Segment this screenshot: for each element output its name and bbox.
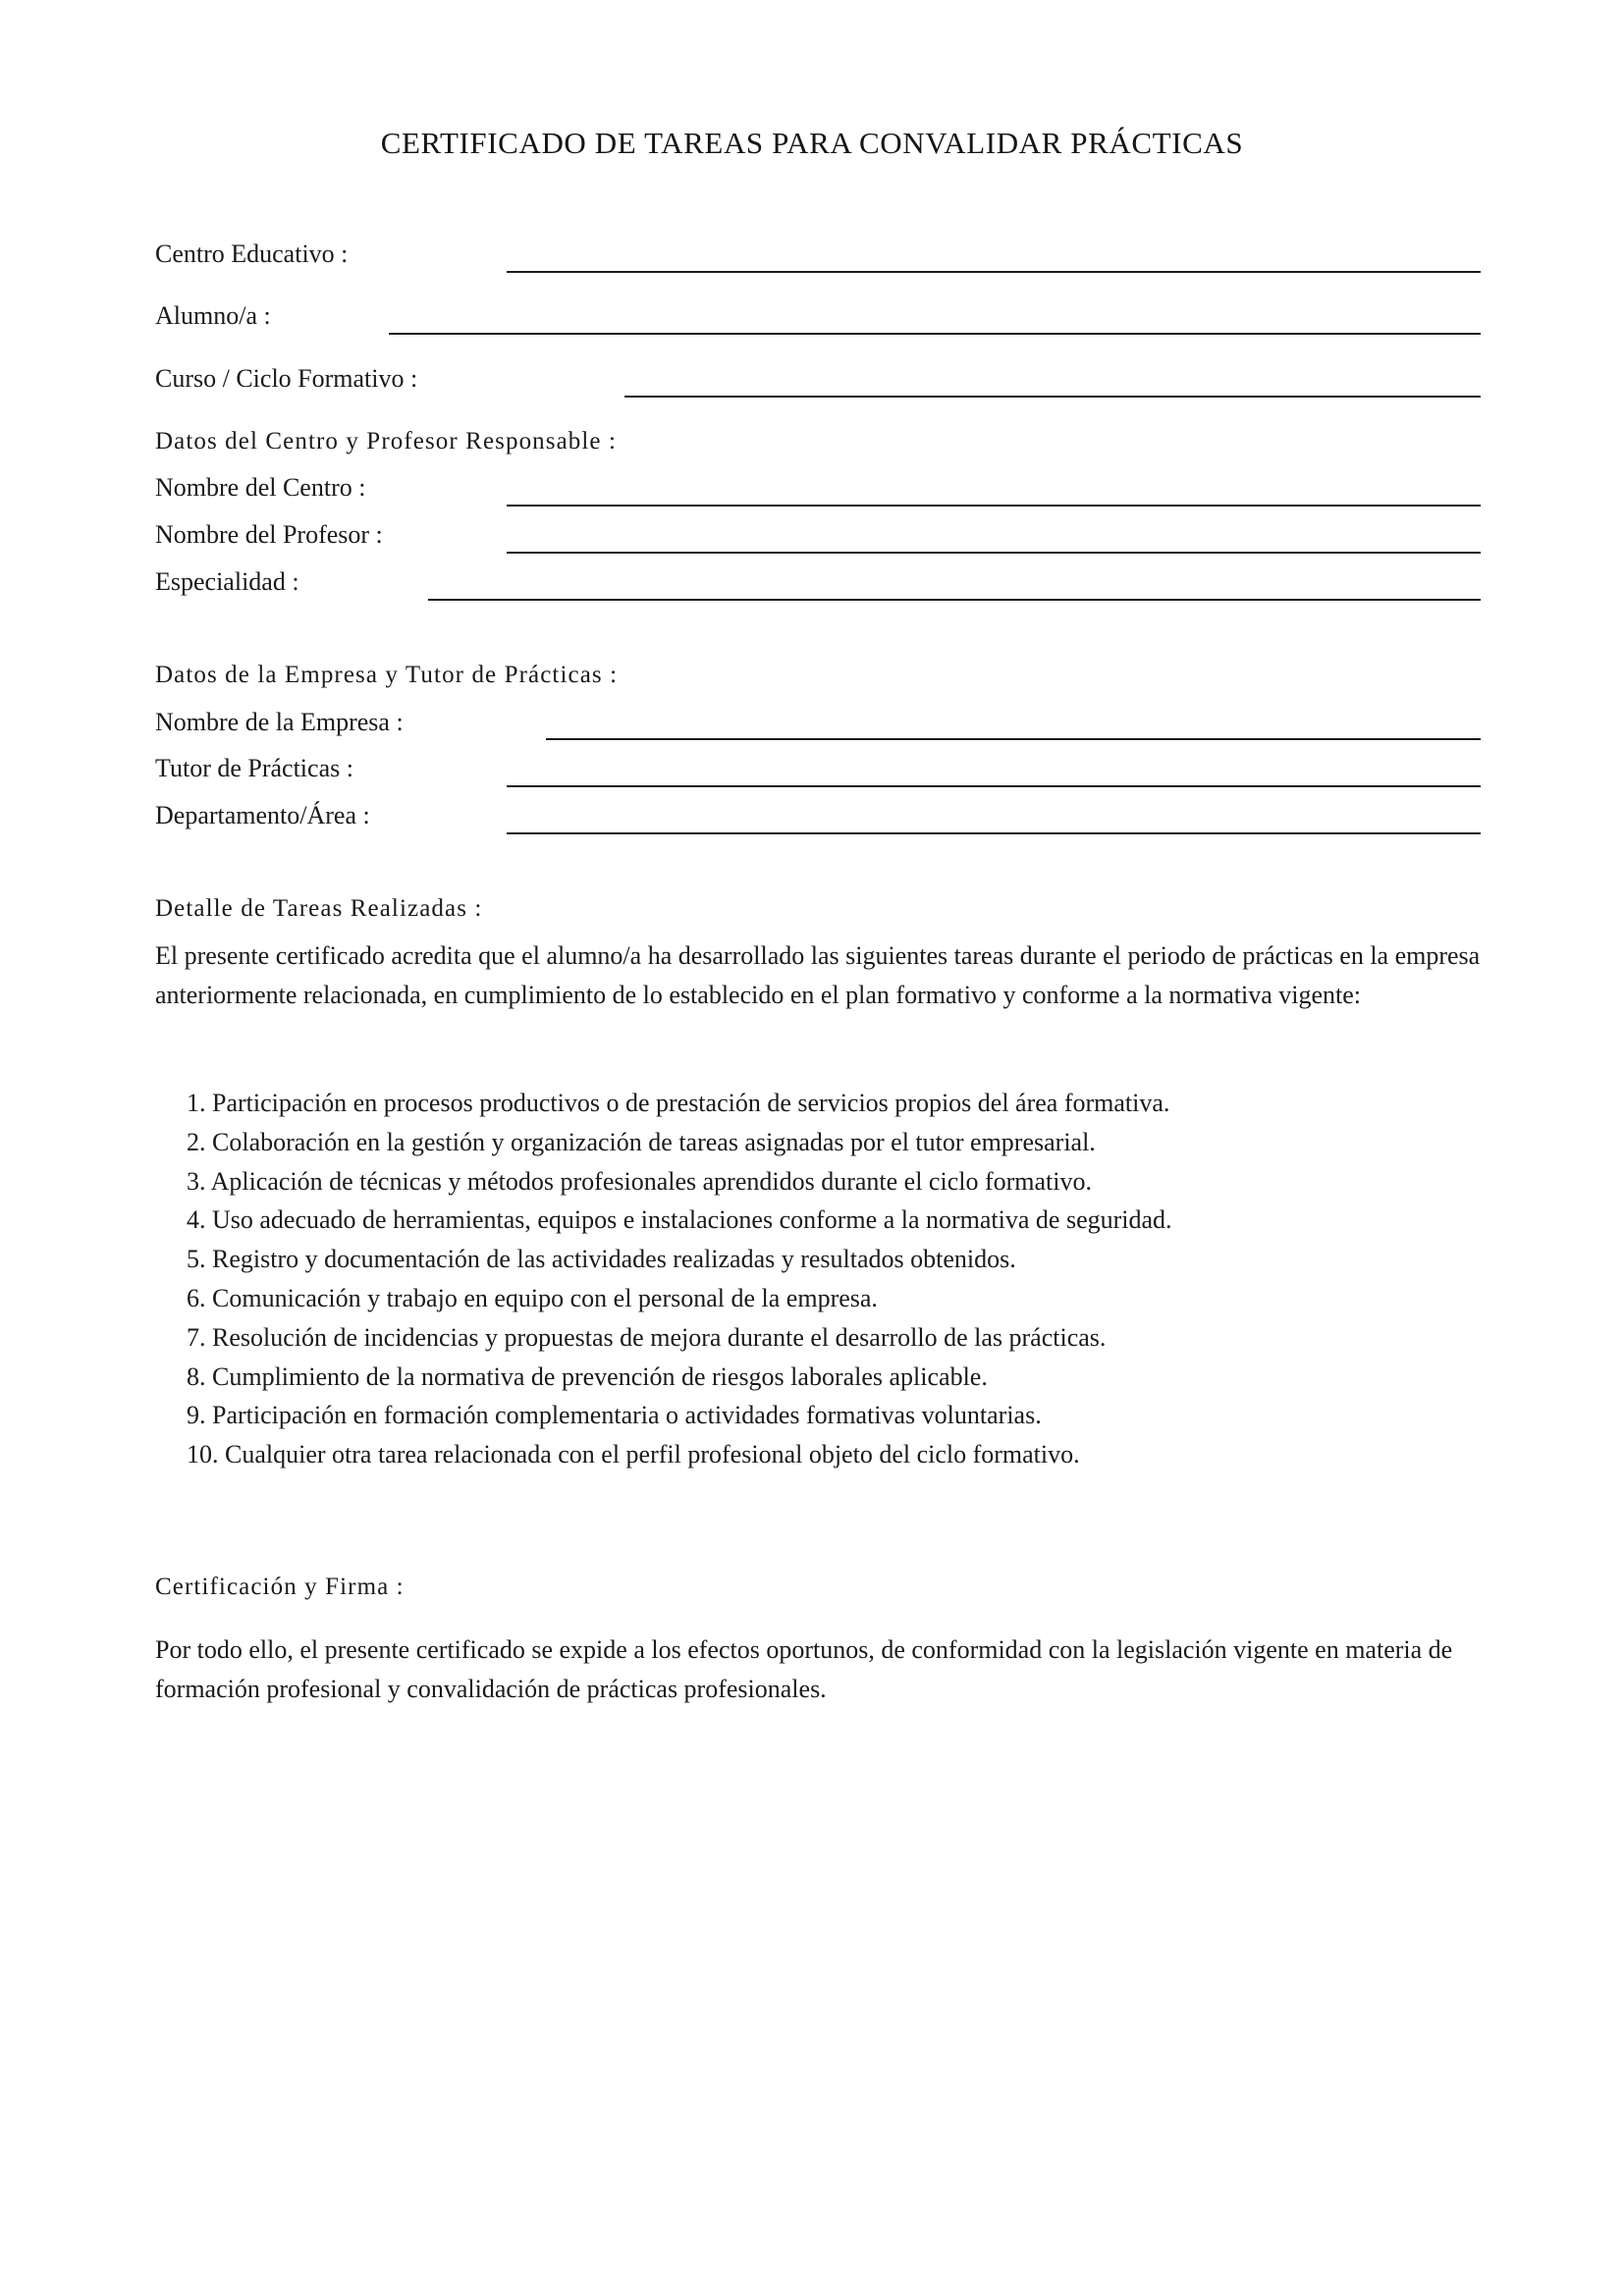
centro-educativo-label: Centro Educativo : [155,240,349,268]
especialidad-field[interactable] [428,599,1481,601]
nombre-centro-field[interactable] [507,505,1481,507]
tutor-label: Tutor de Prácticas : [155,754,353,782]
nombre-empresa-label: Nombre de la Empresa : [155,708,404,736]
alumno-field[interactable] [389,333,1481,335]
list-item: 1. Participación en procesos productivos o de prestación de servicios propios del área formativa. [187,1089,1170,1117]
list-item: 9. Participación en formación complementaria o actividades formativas voluntarias. [187,1401,1042,1430]
page-title: CERTIFICADO DE TAREAS PARA CONVALIDAR PRÁCTICAS [380,126,1244,160]
list-item: 5. Registro y documentación de las actividades realizadas y resultados obtenidos. [187,1245,1016,1274]
tareas-intro-paragraph: El presente certificado acredita que el alumno/a ha desarrollado las siguientes tareas durante el periodo de prácticas en la empresa anteriormente relacionada, en cumplimiento de lo establecido en el plan formativo y conforme a la normativa vigente: [155,941,1481,1009]
tareas-section-heading: Detalle de Tareas Realizadas : [155,895,483,922]
departamento-label: Departamento/Área : [155,801,370,829]
list-item: 4. Uso adecuado de herramientas, equipos e instalaciones conforme a la normativa de seguridad. [187,1205,1172,1235]
centro-educativo-field[interactable] [507,271,1481,273]
nombre-centro-label: Nombre del Centro : [155,473,366,502]
list-item: 3. Aplicación de técnicas y métodos profesionales aprendidos durante el ciclo formativo. [187,1166,1092,1196]
empresa-section-heading: Datos de la Empresa y Tutor de Prácticas : [155,662,619,688]
departamento-field[interactable] [507,832,1481,834]
nombre-empresa-field[interactable] [546,738,1481,740]
list-item: 6. Comunicación y trabajo en equipo con el personal de la empresa. [187,1283,878,1312]
firma-section-heading: Certificación y Firma : [155,1574,405,1600]
tutor-field[interactable] [507,785,1481,787]
centro-section-heading: Datos del Centro y Profesor Responsable : [155,428,618,454]
list-item: 7. Resolución de incidencias y propuestas de mejora durante el desarrollo de las prácticas. [187,1322,1107,1352]
curso-field[interactable] [624,396,1481,398]
curso-label: Curso / Ciclo Formativo : [155,364,418,393]
list-item: 10. Cualquier otra tarea relacionada con el perfil profesional objeto del ciclo formativo. [187,1440,1080,1469]
list-item: 8. Cumplimiento de la normativa de prevención de riesgos laborales aplicable. [187,1362,988,1391]
tasks-list [187,1084,1172,1474]
nombre-profesor-field[interactable] [507,552,1481,554]
nombre-profesor-label: Nombre del Profesor : [155,520,383,549]
alumno-label: Alumno/a : [155,301,271,330]
list-item: 2. Colaboración en la gestión y organización de tareas asignadas por el tutor empresarial. [187,1127,1096,1156]
especialidad-label: Especialidad : [155,567,299,596]
firma-paragraph: Por todo ello, el presente certificado se expide a los efectos oportunos, de conformidad con la legislación vigente en materia de formación profesional y convalidación de prácticas profesionales. [155,1635,1453,1703]
